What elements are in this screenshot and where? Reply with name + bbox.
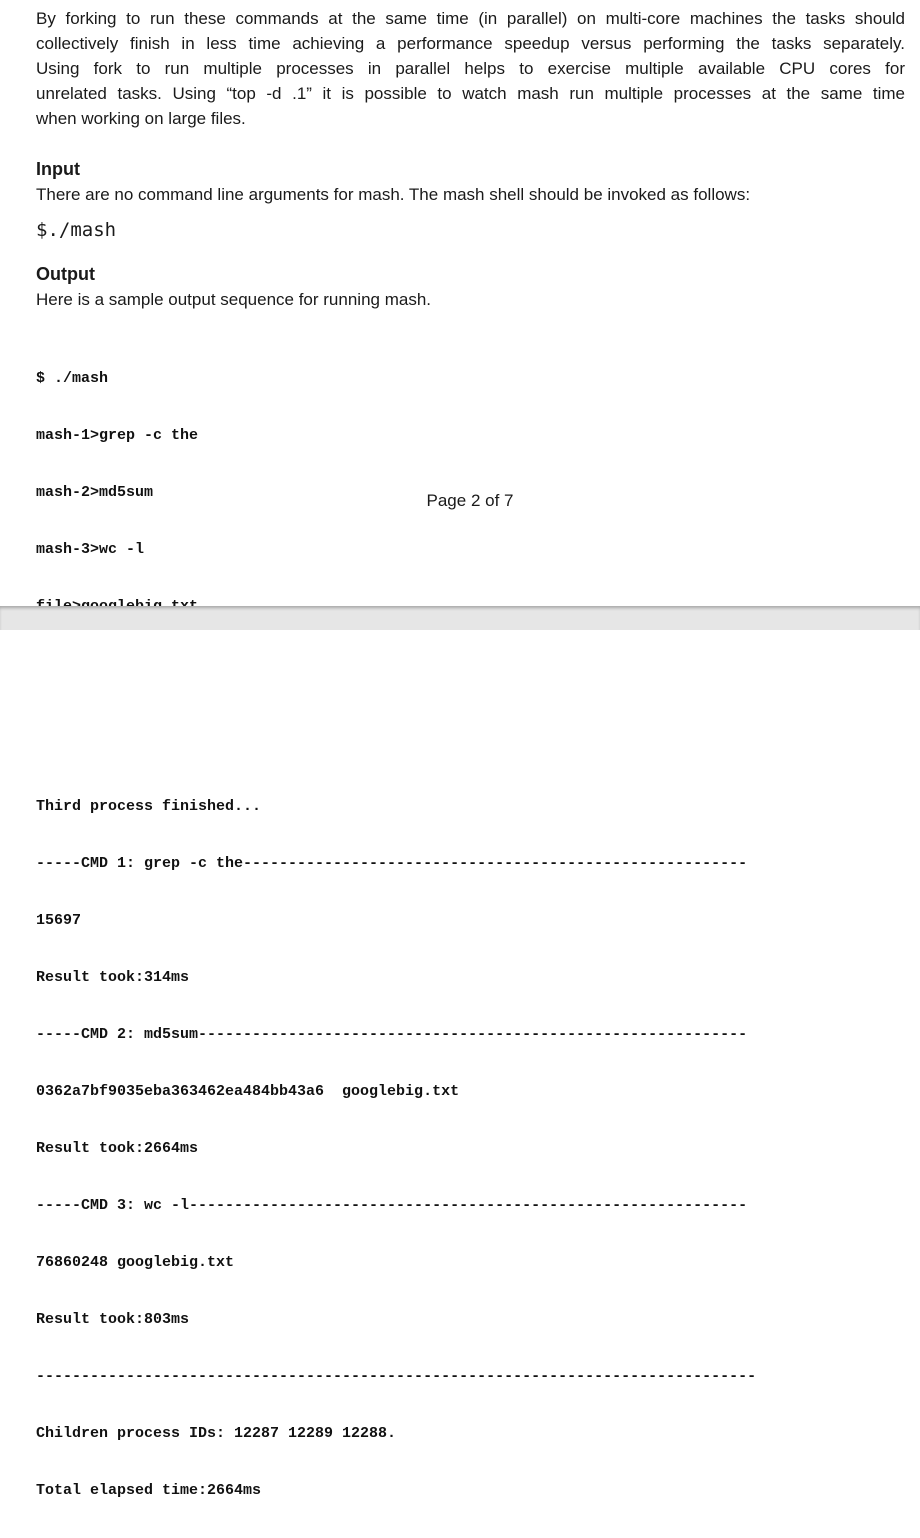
code-line: -----CMD 2: md5sum------------------------------------------------------------- [36, 1026, 748, 1043]
code-line: Children process IDs: 12287 12289 12288. [36, 1425, 397, 1442]
code-line: 0362a7bf9035eba363462ea484bb43a6 googlebig.txt [36, 1083, 460, 1100]
code-line: -----CMD 3: wc -l-------------------------------------------------------------- [36, 1197, 748, 1214]
code-line: -------------------------------------------------------------------------------- [36, 1368, 757, 1385]
code-line: Result took:2664ms [36, 1140, 199, 1157]
intro-line: Using fork to run multiple processes in parallel helps to exercise multiple available CPU cores for [36, 59, 905, 78]
code-line: Third process finished... [36, 798, 262, 815]
page-break [0, 606, 920, 630]
code-line: $ ./mash [36, 370, 109, 387]
code-line: Result took:803ms [36, 1311, 190, 1328]
page-number: Page 2 of 7 [426, 491, 514, 510]
code-line: mash-1>grep -c the [36, 427, 199, 444]
input-description: There are no command line arguments for mash. The mash shell should be invoked as follows: [36, 185, 751, 204]
intro-line: unrelated tasks. Using “top -d .1” it is possible to watch mash run multiple processes at the same time [36, 84, 905, 103]
intro-paragraph [36, 6, 905, 131]
intro-line: collectively finish in less time achieving a performance speedup versus performing the tasks separately. [36, 34, 905, 53]
code-line: mash-3>wc -l [36, 541, 145, 558]
code-line: 15697 [36, 912, 82, 929]
code-line: Total elapsed time:2664ms [36, 1482, 262, 1499]
document-page-2 [0, 0, 920, 606]
code-line: Result took:314ms [36, 969, 190, 986]
code-line: mash-2>md5sum [36, 484, 154, 501]
output-heading: Output [36, 264, 95, 284]
intro-line: By forking to run these commands at the same time (in parallel) on multi-core machines the tasks should [36, 9, 905, 28]
intro-line: when working on large files. [36, 109, 246, 128]
code-line: 76860248 googlebig.txt [36, 1254, 235, 1271]
code-line: -----CMD 1: grep -c the-------------------------------------------------------- [36, 855, 748, 872]
sample-output-part-2 [36, 759, 756, 1538]
input-heading: Input [36, 159, 80, 179]
document-page-3 [0, 630, 920, 1499]
output-description: Here is a sample output sequence for running mash. [36, 290, 432, 309]
invocation-command: $./mash [36, 219, 117, 241]
